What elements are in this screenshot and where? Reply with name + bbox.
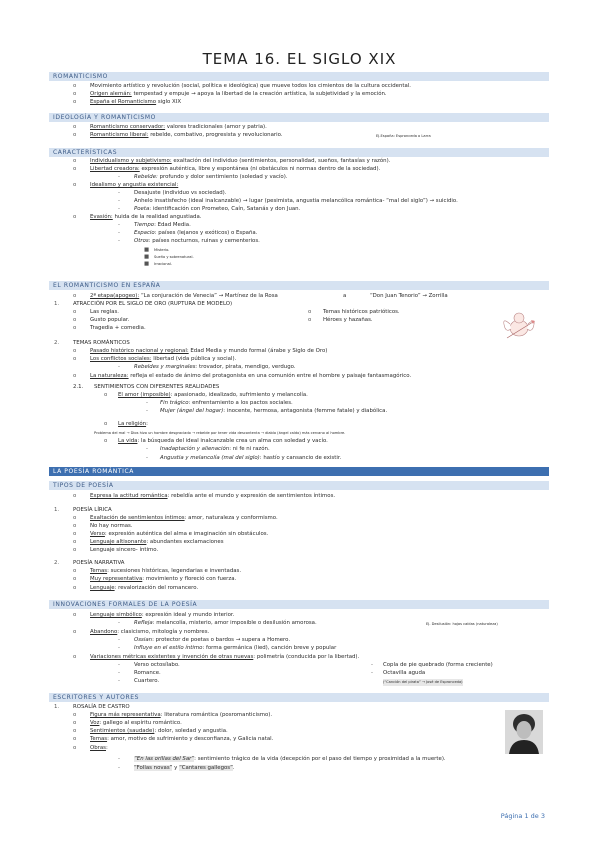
bullet: ■ [144,254,150,260]
bullet: o [73,91,77,97]
text-line: Idealismo y angustia existencial: [90,182,179,188]
text-line: Refleja: melancolía, misterio, amor imposible o desilusión amorosa. [134,620,317,626]
text-line: a [343,293,347,299]
text-line: Exaltación de sentimientos íntimos: amor, naturaleza y conformismo. [90,515,278,521]
text-line: Influye en el estilo íntimo: forma germánica (lied), canción breve y popular [134,645,337,651]
text-line: Sentimientos (saudade): dolor, soledad y angustia. [90,728,228,734]
bullet: o [73,373,77,379]
text-line: Angustia y melancolía (mal del siglo): hastío y cansancio de existir. [160,455,342,461]
text-line: Libertad creadora: expresión auténtica, libre y espontánea (ni obstáculos ni normas dentro de la sociedad). [90,166,381,172]
text-line: “Don Juan Tenorio” → Zorrilla [370,293,448,299]
text-line: Verso octosílabo. [134,662,180,668]
bullet: o [73,309,77,315]
bullet: o [73,132,77,138]
section-header-poesia: LA POESÍA ROMÁNTICA [49,467,549,476]
text-line: Poeta: identificación con Prometeo, Caín, Satanás y don Juan. [134,206,301,212]
text-line: Inadaptación y alienación: ni fe ni razón. [160,446,270,452]
text-line: Tragedia + comedia. [90,325,146,331]
text-line: Misterio. [154,248,170,252]
text-line: Los conflictos sociales: libertad (vida pública y social). [90,356,237,362]
dash: - [118,765,120,771]
bullet: o [73,736,77,742]
dash: - [118,206,120,212]
dash: - [371,670,373,676]
bullet: o [73,182,77,188]
text-line: ATRACCIÓN POR EL SIGLO DE ORO (RUPTURA DE MODELO) [73,301,233,307]
dash: - [118,230,120,236]
text-line: Héroes y hazañas. [323,317,373,323]
text-line: TEMAS ROMÁNTICOS [73,340,130,346]
dash: - [118,364,120,370]
text-line: POESÍA LÍRICA [73,507,112,513]
text-line: Verso: expresión auténtica del alma e imaginación sin obstáculos. [90,531,269,537]
bullet: o [73,712,77,718]
text-line: Evasión: huida de la realidad angustiada. [90,214,202,220]
text-line: Las reglas. [90,309,119,315]
text-line: “Follas novas” y “Cantares gallegos”. [134,765,235,771]
text-line: Figura más representativa: literatura romántica (posromanticismo). [90,712,273,718]
text-line: Abandono: clasicismo, mitología y nombres. [90,629,210,635]
number: 1. [54,704,60,710]
text-line: “En las orillas del Sar”: sentimiento trágico de la vida (decepción por el paso del tiempo y proximidad a la muerte). [134,756,446,762]
text-line: Expresa la actitud romántica: rebeldía ante el mundo y expresión de sentimientos íntimos. [90,493,336,499]
bullet: o [73,356,77,362]
dash: - [118,198,120,204]
text-line: Desajuste (individuo vs sociedad). [134,190,227,196]
text-line: Rebelde: profundo y dolor sentimiento (soledad y vacío). [134,174,288,180]
number: 1. [54,301,60,307]
bullet: o [73,83,77,89]
text-line: ROSALÍA DE CASTRO [73,704,130,710]
text-line: Temas históricos patrióticos. [323,309,400,315]
bullet: o [73,523,77,529]
dash: - [118,756,120,762]
text-line: Pasado histórico nacional y regional: Edad Media y mundo formal (árabe y Siglo de Oro) [90,348,328,354]
bullet: o [73,539,77,545]
dash: - [118,678,120,684]
text-line: Cuartero. [134,678,160,684]
text-line: El amor (imposible): apasionado, idealizado, sufrimiento y melancolía. [118,392,308,398]
text-line: No hay normas. [90,523,133,529]
bullet: o [73,515,77,521]
bullet: o [73,629,77,635]
text-line: Voz: gallego al espíritu romántico. [90,720,182,726]
text-line: Lenguaje sincero- íntimo. [90,547,159,553]
bullet: o [73,745,77,751]
text-line: Fin trágico: enfrentamiento a los pactos sociales. [160,400,293,406]
text-line: España el Romanticismo siglo XIX [90,99,182,105]
text-line: Ossian: protector de poetas o bardos → supera a Homero. [134,637,291,643]
text-line: Lenguaje simbólico: expresión ideal y mundo interior. [90,612,235,618]
bullet: o [73,166,77,172]
number: 2. [54,340,60,346]
bullet: o [73,547,77,553]
dash: - [118,662,120,668]
text-line: Obras: [90,745,108,751]
bullet: o [73,293,77,299]
dash: - [118,190,120,196]
example-note: EJ. Desilusión: hojas caídas (naturaleza) [426,622,498,626]
bullet: o [73,612,77,618]
text-line: Romanticismo conservador: valores tradicionales (amor y patria). [90,124,267,130]
text-line: Octavilla aguda [383,670,426,676]
dash: - [118,174,120,180]
text-line: Movimiento artístico y revolución (social, política e ideológica) que mueve todos los cimientos de la cultura occidental. [90,83,411,89]
dash: - [146,400,148,406]
text-line: Otros: países nocturnos, ruinas y cementerios. [134,238,260,244]
text-line: Variaciones métricas existentes y invención de otras nuevas: polimetría (conducida por la libertad). [90,654,360,660]
text-line: 2.1. [73,384,84,390]
subsection-header-innovaciones: INNOVACIONES FORMALES DE LA POESÍA [49,600,549,609]
bullet: o [308,309,312,315]
subsection-header-tipos: TIPOS DE POESÍA [49,481,549,490]
text-line: Temas: sucesiones históricas, legendarias e inventadas. [90,568,242,574]
dash: - [118,670,120,676]
text-line: Sueño y sobrenatural. [154,255,194,259]
text-line: Muy representativa: movimiento y floreció con fuerza. [90,576,237,582]
dash: - [118,637,120,643]
text-line: Irracional. [154,262,172,266]
text-line: Romanticismo liberal: rebelde, combativo, progresista y revolucionario. [90,132,283,138]
bullet: o [73,728,77,734]
dash: - [118,222,120,228]
text-line: Lenguaje altisonante: abundantes exclamaciones [90,539,224,545]
bullet: o [73,531,77,537]
text-line: Problema del mal → Dios hizo un hombre desgraciado → rebelde por tener vida descontenta → diablo (ángel caído) más cercano al hombre. [94,431,346,435]
number: 2. [54,560,60,566]
dash: - [146,408,148,414]
bullet: o [73,568,77,574]
text-line: Gusto popular. [90,317,130,323]
text-line: La vida: la búsqueda del ideal inalcanzable crea un alma con soledad y vacío. [118,438,328,444]
text-line: Individualismo y subjetivismo: exaltación del individuo (sentimientos, personalidad, sueños, fantasías y razón). [90,158,391,164]
cupid-illustration [497,308,541,344]
bullet: o [73,124,77,130]
bullet: o [73,654,77,660]
section-header-caracteristicas: CARACTERÍSTICAS [49,148,549,157]
dash: - [118,620,120,626]
bullet: o [73,317,77,323]
example-note: (“Canción del pirata” → José de Espronceda) [383,680,463,684]
page-title: TEMA 16. EL SIGLO XIX [202,50,397,68]
text-line: La religión: [118,421,148,427]
dash: - [118,238,120,244]
section-header-romanticismo: ROMANTICISMO [49,72,549,81]
bullet: o [73,214,77,220]
bullet: o [73,585,77,591]
text-line: Lenguaje: revalorización del romancero. [90,585,199,591]
bullet: o [73,348,77,354]
section-header-ideologia: IDEOLOGÍA Y ROMANTICISMO [49,113,549,122]
dash: - [146,455,148,461]
bullet: ■ [144,247,150,253]
text-line: Origen alemán: tempestad y empuje → apoya la libertad de la creación artística, la subjetividad y la emoción. [90,91,387,97]
bullet: o [73,158,77,164]
bullet: o [104,392,108,398]
text-line: Temas: amor, motivo de sufrimiento y desconfianza, y Galicia natal. [90,736,274,742]
text-line: Rebeldes y marginales: trovador, pirata, mendigo, verdugo. [134,364,296,370]
bullet: o [73,493,77,499]
bullet: ■ [144,261,150,267]
bullet: o [104,438,108,444]
page-number: Página 1 de 3 [500,812,545,820]
author-portrait-image [505,710,543,754]
text-line: Espacio: países (lejanos y exóticos) o España. [134,230,258,236]
text-line: Mujer (ángel del hogar): inocente, hermosa, antagonista (femme fatale) y diabólica. [160,408,388,414]
bullet: o [73,720,77,726]
bullet: o [73,576,77,582]
text-line: Tiempo: Edad Media. [134,222,191,228]
bullet: o [73,325,77,331]
text-line: 2ª etapa(apogeo): “La conjuración de Venecia” → Martínez de la Rosa [90,293,278,299]
dash: - [118,645,120,651]
bullet: o [308,317,312,323]
text-line: Romance. [134,670,161,676]
dash: - [371,662,373,668]
text-line: Anhelo insatisfecho (ideal inalcanzable) → lugar (pesimista, angustia melancólica romántica- “mal del siglo”) → suicidio. [134,198,458,204]
text-line: SENTIMIENTOS CON DIFERENTES REALIDADES [94,384,220,390]
dash: - [146,446,148,452]
subsection-header-escritores: ESCRITORES Y AUTORES [49,693,549,702]
text-line: La naturaleza: refleja el estado de ánimo del protagonista en una comunión entre el hombre y paisaje fantasmagórico. [90,373,412,379]
bullet: o [104,421,108,427]
text-line: POESÍA NARRATIVA [73,560,125,566]
section-header-espana: EL ROMANTICISMO EN ESPAÑA [49,281,549,290]
text-line: Copla de pie quebrado (forma creciente) [383,662,493,668]
example-note: EJ.España: Espronceda o Larra [376,134,431,138]
bullet: o [73,99,77,105]
number: 1. [54,507,60,513]
